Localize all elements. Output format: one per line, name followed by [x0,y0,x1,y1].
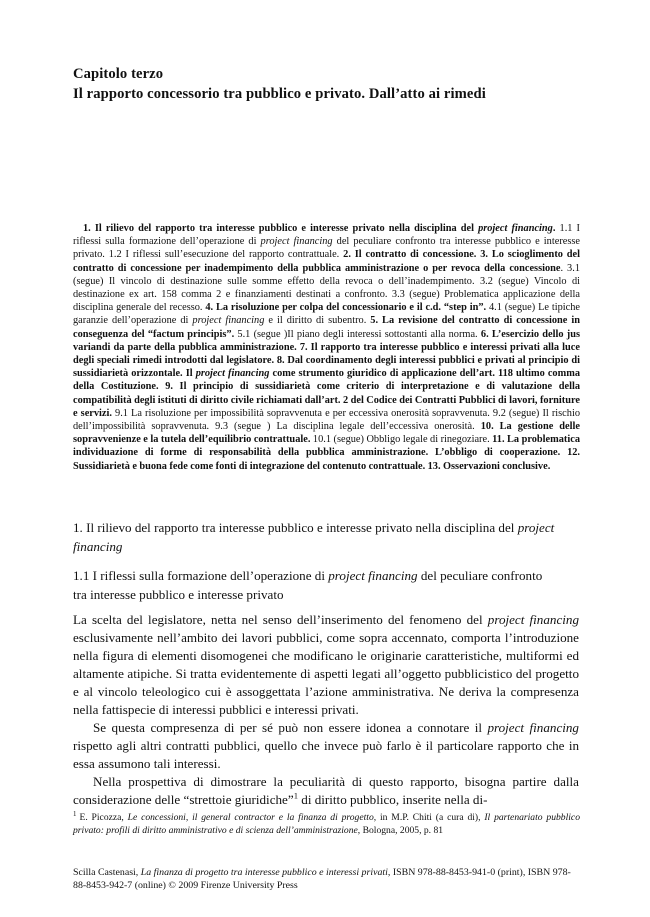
section-heading-1: 1. Il rilievo del rapporto tra interesse pubblico e interesse privato nella disciplina del project financing [73,520,555,555]
section-heading-1-1: 1.1 I riflessi sulla formazione dell’operazione di project financing del peculiare confronto tra interesse pubblico e interesse privato [73,568,543,603]
chapter-label: Capitolo terzo [73,66,164,82]
body-paragraph: Nella prospettiva di dimostrare la peculiarità di questo rapporto, bisogna partire dalla considerazione delle “strettoie giuridiche”$^1$ di diritto pubblico, inserite nella di- [73,774,579,808]
body-paragraph: La scelta del legislatore, netta nel senso dell’inserimento del fenomeno del project financing esclusivamente nell’ambito dei lavori pubblici, come sopra accennato, comporta l’introduzione nella figura di elementi disomogenei che modificano le originarie caratteristiche, multiformi ed altamente atipiche. Si tratta evidentemente di aspetti legati all’oggetto pubblicistico del progetto e al vincolo teleologico cui è assoggettata l’azione amministrativa. Ne deriva la compresenza nella fattispecie di interessi pubblici e interessi privati. [73,612,579,718]
footnote-marker: 1 [73,810,77,818]
footnote-1 [73,812,580,837]
footnote-text: E. Picozza, Le concessioni, il general contractor e la finanza di progetto, in M.P. Chiti (a cura di), Il partenariato pubblico privato: profili di diritto amministrativo e di scienza dell’amministrazione, Bologna, 2005, p. 81 [73,812,580,836]
abstract-summary: 1. Il rilievo del rapporto tra interesse pubblico e interesse privato nella disciplina del project financing. 1.1 I riflessi sulla formazione dell’operazione di project financing del peculiare confronto tra interesse pubblico e interesse privato. 1.2 I riflessi sull’esecuzione del rapporto contrattuale. 2. Il contratto di concessione. 3. Lo scioglimento del contratto di concessione per inadempimento della pubblica amministrazione o per revoca della concessione. 3.1 (segue) Il vincolo di destinazione sulle somme effetto della revoca o dell’inadempimento. 3.2 (segue) Vincolo di destinazione ex art. 158 comma 2 e finanziamenti destinati a confronto. 3.3 (segue) Problematica applicazione della disciplina generale del recesso. 4. La risoluzione per colpa del concessionario e il c.d. “step in”. 4.1 (segue) Le tipiche garanzie dell’operazione di project financing e il diritto di subentro. 5. La revisione del contratto di concessione in conseguenza del “factum principis”. 5.1 (segue )Il piano degli interessi sottostanti alla norma. 6. L’esercizio dello jus variandi da parte della pubblica amministrazione. 7. Il rapporto tra interesse pubblico e interessi privati alla luce degli speciali rimedi introdotti dal legislatore. 8. Dal coordinamento degli interessi pubblici e privati al principio di sussidiarietà orizzontale. Il project financing come strumento giuridico di applicazione dell’art. 118 ultimo comma della Costituzione. 9. Il principio di sussidiarietà come criterio di interpretazione e di valutazione della compatibilità degli istituti di diritto civile richiamati dall’art. 2 del Codice dei Contratti Pubblici di lavori, forniture e servizi. 9.1 La risoluzione per impossibilità sopravvenuta e per eccessiva onerosità sopravvenuta. 9.2 (segue) Il rischio dell’impossibilità sopravvenuta. 9.3 (segue ) La disciplina legale dell’eccessiva onerosità. 10. La gestione delle sopravvenienze e la tutela dell’equilibrio contrattuale. 10.1 (segue) Obbligo legale di rinegoziare. 11. La problematica individuazione di forme di responsabilità della pubblica amministrazione. L’obbligo di cooperazione. 12. Sussidiarietà e buona fede come fonti di integrazione del contenuto contrattuale. 13. Osservazioni conclusive. [73,223,581,472]
body-paragraph: Se questa compresenza di per sé può non essere idonea a connotare il project financing rispetto agli altri contratti pubblici, quello che invece può farlo è il particolare rapporto che in essa assumono tali interessi. [73,720,579,772]
chapter-title: Il rapporto concessorio tra pubblico e privato. Dall’atto ai rimedi [73,86,486,102]
colophon: Scilla Castenasi, La finanza di progetto tra interesse pubblico e interessi privati, ISBN 978-88-8453-941-0 (print), ISBN 978-88-8453-942-7 (online) © 2009 Firenze University Press [73,867,571,891]
chapter-heading [73,64,580,104]
body-text [73,611,579,810]
